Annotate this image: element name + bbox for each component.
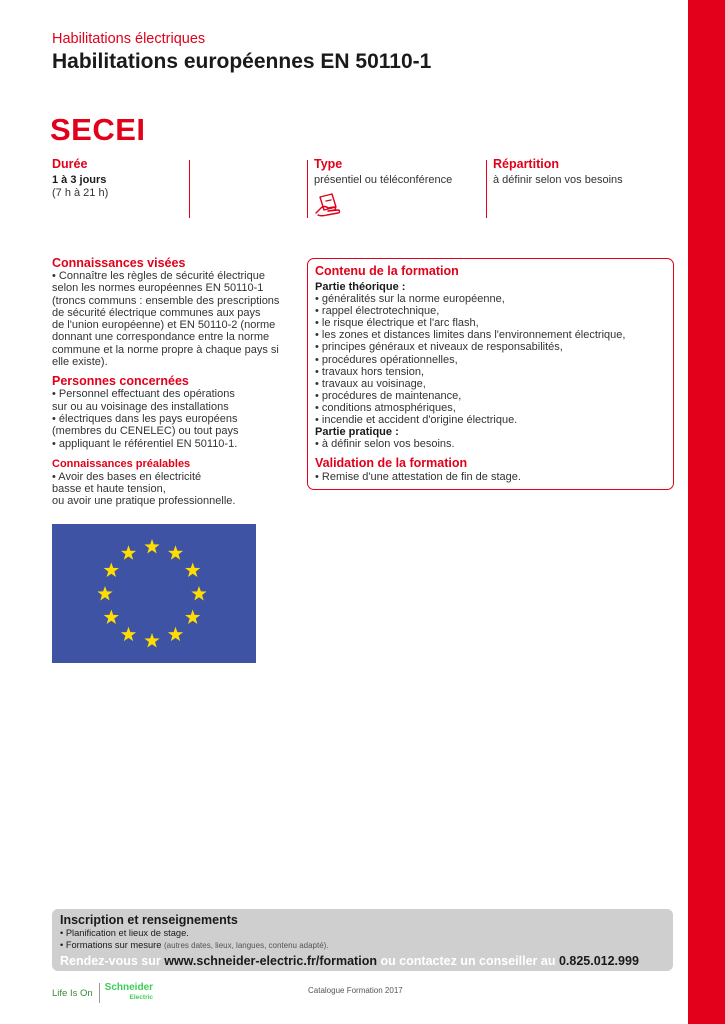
personnes-concernees-section: [52, 374, 292, 449]
footer-logo: [52, 983, 153, 1003]
website-link[interactable]: www.schneider-electric.fr/formation: [164, 954, 377, 968]
star-icon: [144, 633, 159, 647]
contenu-box: [307, 258, 674, 490]
star-icon: [104, 563, 119, 577]
contenu-heading: Contenu de la formation: [315, 264, 459, 278]
star-icon: [97, 586, 112, 600]
text-line: de l'union européenne) et EN 50110-2 (norme: [52, 319, 276, 332]
text-line: donnant une correspondance entre la norme: [52, 331, 270, 344]
text-line: basse et haute tension,: [52, 483, 166, 496]
section-heading: Connaissances préalables: [52, 457, 191, 470]
section-heading: Connaissances visées: [52, 256, 186, 270]
left-column: [52, 256, 292, 514]
text-line: (troncs communs : ensemble des prescriptions: [52, 294, 280, 307]
theorique-label: Partie théorique :: [315, 281, 406, 293]
star-icon: [144, 539, 159, 553]
inscription-item: [60, 940, 665, 952]
repartition-value: à définir selon vos besoins: [493, 174, 623, 186]
list-item: • le risque électrique et l'arc flash,: [315, 317, 479, 330]
type-label: Type: [314, 157, 343, 171]
list-item: • généralités sur la norme européenne,: [315, 293, 505, 306]
inscription-item: • Planification et lieux de stage.: [60, 928, 189, 938]
text-line: selon les normes européennes EN 50110-1: [52, 282, 264, 295]
duree-label: Durée: [52, 157, 88, 171]
tagline: Life Is On: [52, 987, 93, 999]
phone-number[interactable]: 0.825.012.999: [558, 954, 639, 968]
cta-text: Rendez-vous sur: [60, 954, 165, 968]
text-line: sur ou au voisinage des installations: [52, 400, 229, 413]
inscription-box: [52, 909, 673, 971]
text-line: ou avoir une pratique professionnelle.: [52, 495, 236, 508]
brand-name: Schneider: [104, 982, 154, 993]
type-block: [314, 158, 452, 223]
text-line: • Connaître les règles de sécurité électrique: [52, 270, 265, 282]
repartition-block: [493, 158, 623, 187]
hand-pointing-document-icon: [314, 191, 344, 219]
list-item: • procédures de maintenance,: [315, 389, 462, 402]
connaissances-visees-section: [52, 256, 292, 368]
list-item: • les zones et distances limites dans l'environnement électrique,: [315, 329, 626, 342]
list-item: • travaux au voisinage,: [315, 377, 426, 390]
star-icon: [121, 545, 136, 559]
list-item: • principes généraux et niveaux de responsabilités,: [315, 341, 563, 354]
text-line: • Personnel effectuant des opérations: [52, 388, 235, 401]
text-line: • appliquant le référentiel EN 50110-1.: [52, 437, 238, 450]
duree-value: 1 à 3 jours: [52, 174, 107, 186]
star-icon: [104, 610, 119, 624]
schneider-logo: [99, 983, 153, 1003]
eu-flag-icon: [52, 524, 256, 663]
divider: [307, 160, 308, 218]
star-icon: [185, 610, 200, 624]
section-heading: Personnes concernées: [52, 374, 189, 389]
star-icon: [168, 627, 183, 641]
list-item: • Remise d'une attestation de fin de stage.: [315, 471, 521, 484]
inscription-item-note: (autres dates, lieux, langues, contenu adapté).: [164, 940, 329, 950]
duree-block: [52, 158, 108, 200]
star-icon: [168, 545, 183, 559]
list-item: • travaux hors tension,: [315, 365, 425, 378]
text-line: elle existe).: [52, 356, 108, 369]
type-value: présentiel ou téléconférence: [314, 174, 453, 186]
list-item: • rappel électrotechnique,: [315, 305, 440, 318]
list-item: • à définir selon vos besoins.: [315, 438, 455, 451]
inscription-heading: Inscription et renseignements: [60, 913, 238, 927]
text-line: de sécurité électrique communes aux pays: [52, 306, 261, 319]
divider: [486, 160, 487, 218]
repartition-label: Répartition: [493, 157, 559, 171]
catalog-label: Catalogue Formation 2017: [308, 986, 403, 995]
text-line: • Avoir des bases en électricité: [52, 470, 202, 483]
duree-detail: (7 h à 21 h): [52, 187, 109, 199]
contact-line: [60, 954, 665, 969]
inscription-item-main: • Formations sur mesure: [60, 939, 162, 950]
star-icon: [121, 627, 136, 641]
text-line: • électriques dans les pays européens: [52, 412, 238, 425]
validation-heading: Validation de la formation: [315, 456, 468, 471]
brand-sub: Electric: [129, 994, 154, 1001]
course-code: SECEI: [50, 112, 146, 147]
text-line: commune et la norme propre à chaque pays si: [52, 343, 279, 356]
red-side-bar: [688, 0, 725, 1024]
pratique-label: Partie pratique :: [315, 426, 399, 439]
page-title: Habilitations européennes EN 50110-1: [52, 50, 432, 73]
category-label: Habilitations électriques: [52, 31, 206, 47]
text-line: (membres du CENELEC) ou tout pays: [52, 425, 239, 438]
list-item: • procédures opérationnelles,: [315, 353, 458, 366]
list-item: • incendie et accident d'origine électrique.: [315, 414, 518, 427]
divider: [189, 160, 190, 218]
eu-flag-stars: [52, 524, 256, 663]
star-icon: [185, 563, 200, 577]
cta-text: ou contactez un conseiller au: [376, 954, 559, 968]
star-icon: [191, 586, 206, 600]
connaissances-prealables-section: [52, 458, 292, 508]
list-item: • conditions atmosphériques,: [315, 401, 456, 414]
